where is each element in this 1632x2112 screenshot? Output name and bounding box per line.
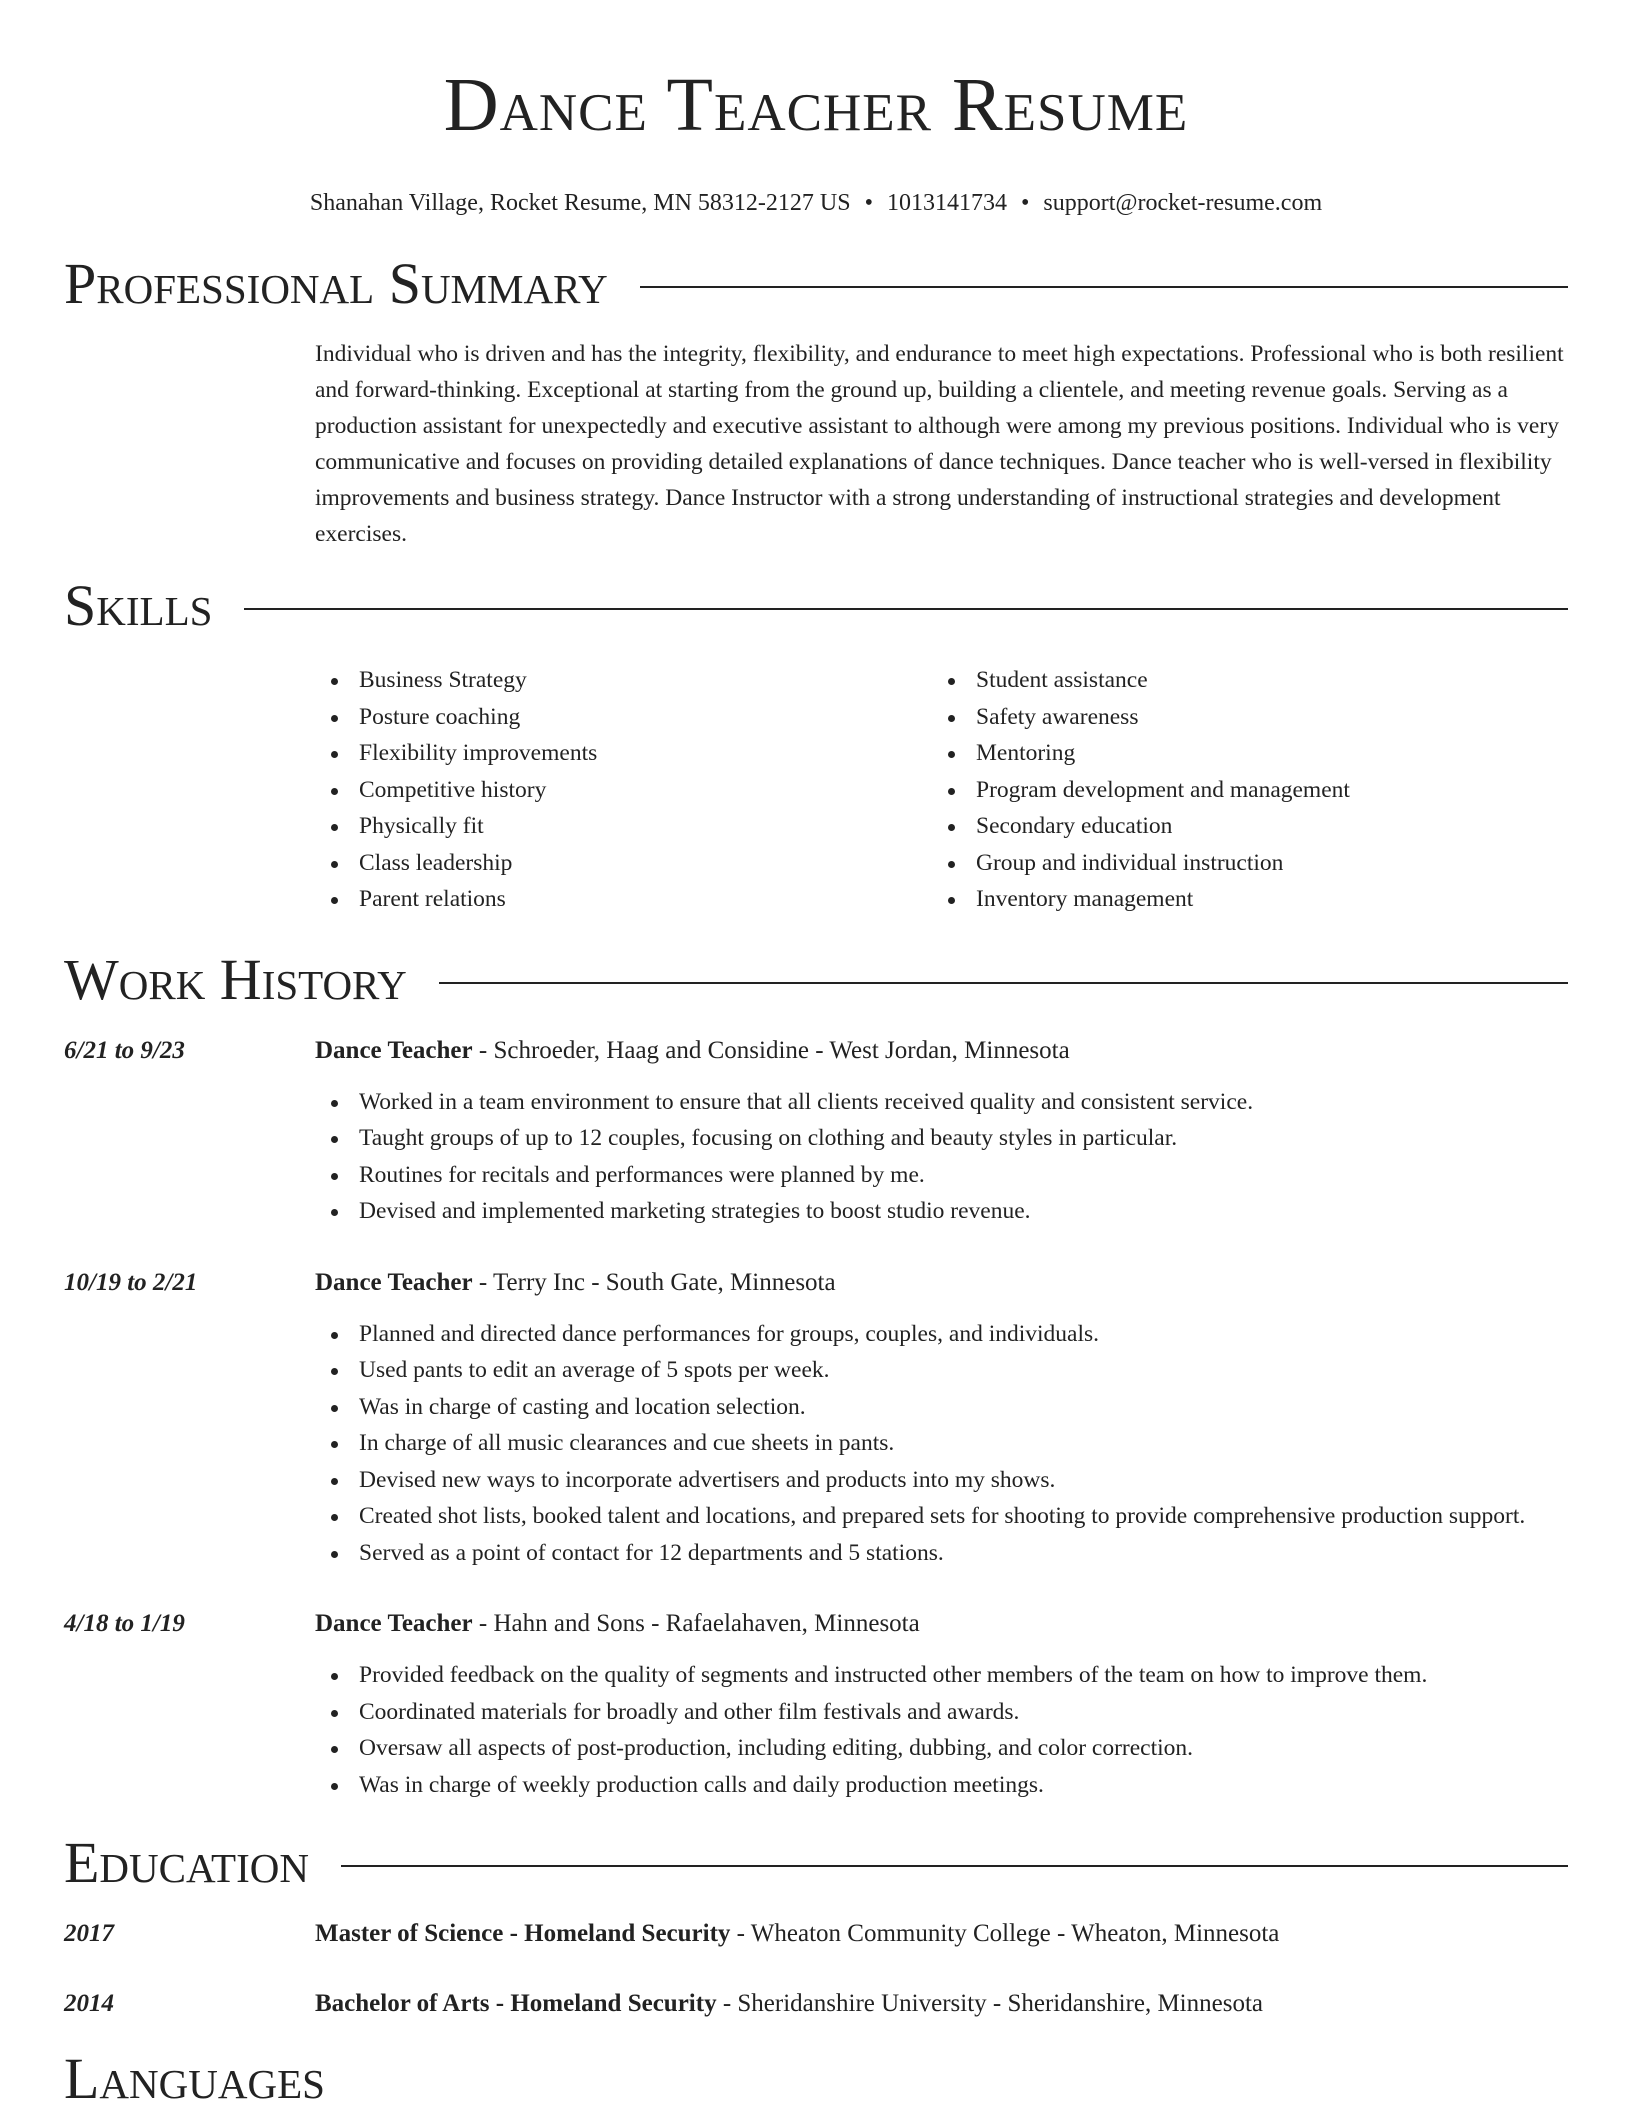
duty-item: Coordinated materials for broadly and other film festivals and awards. bbox=[315, 1694, 1567, 1731]
skills-heading: Skills bbox=[64, 573, 213, 638]
job-duties bbox=[315, 1316, 1568, 1572]
education-entry bbox=[64, 1917, 1568, 1951]
section-divider bbox=[640, 286, 1568, 288]
skill-item: Mentoring bbox=[932, 735, 1549, 772]
job-header bbox=[64, 1266, 1568, 1300]
education-year: 2017 bbox=[64, 1920, 114, 1947]
job-header bbox=[64, 1034, 1568, 1068]
work-section-header bbox=[64, 948, 1568, 1012]
skill-item: Business Strategy bbox=[315, 662, 932, 699]
contact-separator: • bbox=[864, 190, 874, 216]
skills-column-left bbox=[315, 662, 932, 918]
skill-item: Student assistance bbox=[932, 662, 1549, 699]
duty-item: In charge of all music clearances and cue sheets in pants. bbox=[315, 1425, 1567, 1462]
skill-item: Program development and management bbox=[932, 772, 1549, 809]
job-dates: 4/18 to 1/19 bbox=[64, 1610, 185, 1637]
work-heading: Work History bbox=[64, 946, 407, 1012]
duty-item: Used pants to edit an average of 5 spots per week. bbox=[315, 1352, 1567, 1389]
job-dates: 6/21 to 9/23 bbox=[64, 1036, 185, 1064]
skills-section-header bbox=[64, 574, 1568, 638]
skill-item: Competitive history bbox=[315, 772, 932, 809]
skill-item: Flexibility improvements bbox=[315, 735, 932, 772]
duty-item: Planned and directed dance performances for groups, couples, and individuals. bbox=[315, 1316, 1567, 1353]
skill-item: Posture coaching bbox=[315, 699, 932, 736]
section-divider bbox=[439, 982, 1568, 984]
section-divider bbox=[244, 608, 1568, 610]
duty-item: Devised and implemented marketing strategies to boost studio revenue. bbox=[315, 1193, 1567, 1230]
duty-item: Was in charge of casting and location selection. bbox=[315, 1389, 1567, 1426]
skills-column-right bbox=[932, 662, 1549, 918]
job-title-line bbox=[315, 1607, 920, 1641]
summary-section-header bbox=[64, 252, 1568, 316]
duty-item: Devised new ways to incorporate advertisers and products into my shows. bbox=[315, 1462, 1567, 1499]
skill-item: Safety awareness bbox=[932, 699, 1549, 736]
education-school: - Sheridanshire University - Sheridanshire, Minnesota bbox=[716, 1990, 1263, 2017]
duty-item: Served as a point of contact for 12 departments and 5 stations. bbox=[315, 1535, 1567, 1572]
address: Shanahan Village, Rocket Resume, MN 58312-2127 US bbox=[309, 190, 851, 216]
duty-item: Created shot lists, booked talent and locations, and prepared sets for shooting to provide comprehensive production support. bbox=[315, 1498, 1567, 1535]
job-duties bbox=[315, 1084, 1568, 1230]
education-degree: Master of Science - Homeland Security bbox=[315, 1920, 731, 1947]
education-degree: Bachelor of Arts - Homeland Security bbox=[315, 1990, 717, 2017]
job-title: Dance Teacher bbox=[315, 1036, 473, 1064]
education-line bbox=[315, 1917, 1279, 1951]
job-employer: - Schroeder, Haag and Considine - West Jordan, Minnesota bbox=[472, 1036, 1070, 1064]
education-section-header bbox=[64, 1831, 1568, 1895]
section-divider bbox=[341, 1865, 1568, 1867]
resume-title: Dance Teacher Resume bbox=[443, 63, 1189, 147]
duty-item: Worked in a team environment to ensure that all clients received quality and consistent service. bbox=[315, 1084, 1567, 1121]
skill-item: Class leadership bbox=[315, 845, 932, 882]
contact-line bbox=[64, 188, 1568, 218]
education-heading: Education bbox=[64, 1830, 309, 1895]
skill-item: Inventory management bbox=[932, 881, 1549, 918]
job-title: Dance Teacher bbox=[315, 1610, 473, 1637]
email: support@rocket-resume.com bbox=[1043, 190, 1323, 216]
job-title: Dance Teacher bbox=[315, 1268, 473, 1296]
education-line bbox=[315, 1987, 1263, 2021]
duty-item: Provided feedback on the quality of segments and instructed other members of the team on how to improve them. bbox=[315, 1657, 1567, 1694]
languages-section-header bbox=[64, 2047, 1568, 2111]
job-employer: - Hahn and Sons - Rafaelahaven, Minnesota bbox=[472, 1610, 920, 1637]
education-row bbox=[64, 1987, 1568, 2021]
skill-item: Secondary education bbox=[932, 808, 1549, 845]
duty-item: Taught groups of up to 12 couples, focusing on clothing and beauty styles in particular. bbox=[315, 1120, 1567, 1157]
job-duties bbox=[315, 1657, 1568, 1803]
skill-item: Physically fit bbox=[315, 808, 932, 845]
job-header bbox=[64, 1607, 1568, 1641]
education-school: - Wheaton Community College - Wheaton, Minnesota bbox=[730, 1920, 1280, 1947]
languages-heading: Languages bbox=[64, 2046, 325, 2111]
duty-item: Was in charge of weekly production calls and daily production meetings. bbox=[315, 1767, 1567, 1804]
job-entry bbox=[64, 1266, 1568, 1572]
skill-item: Group and individual instruction bbox=[932, 845, 1549, 882]
duty-item: Oversaw all aspects of post-production, including editing, dubbing, and color correction. bbox=[315, 1730, 1567, 1767]
duty-item: Routines for recitals and performances were planned by me. bbox=[315, 1157, 1567, 1194]
job-title-line bbox=[315, 1034, 1070, 1068]
job-title-line bbox=[315, 1266, 836, 1300]
summary-heading: Professional Summary bbox=[64, 251, 608, 316]
job-dates: 10/19 to 2/21 bbox=[64, 1268, 198, 1296]
job-entry bbox=[64, 1607, 1568, 1803]
education-year: 2014 bbox=[64, 1990, 114, 2017]
skill-item: Parent relations bbox=[315, 881, 932, 918]
contact-separator: • bbox=[1021, 190, 1030, 216]
education-row bbox=[64, 1917, 1568, 1951]
skills-list bbox=[315, 662, 1568, 918]
summary-text: Individual who is driven and has the integrity, flexibility, and endurance to meet high expectations. Professional who is both resilient and forward-thinking. Exceptional at starting from the ground up, building a clientele, and meeting revenue goals. Serving as a production assistant for unexpectedly and executive assistant to although were among my previous positions. Individual who is very communicative and focuses on providing detailed explanations of dance techniques. Dance teacher who is well-versed in flexibility improvements and business strategy. Dance Instructor with a strong understanding of instructional strategies and development exercises. bbox=[315, 341, 1564, 547]
job-employer: - Terry Inc - South Gate, Minnesota bbox=[472, 1268, 836, 1296]
phone: 1013141734 bbox=[887, 190, 1008, 216]
education-entry bbox=[64, 1987, 1568, 2021]
job-entry bbox=[64, 1034, 1568, 1230]
